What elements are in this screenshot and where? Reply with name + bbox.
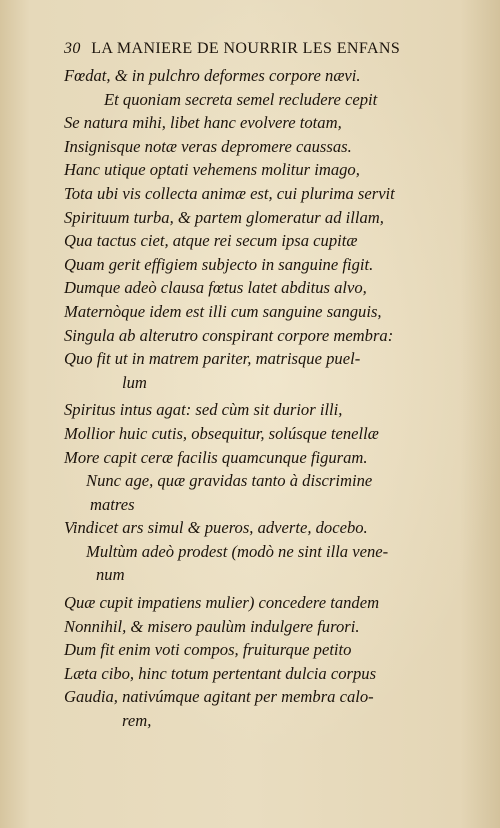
text-line: Dumque adeò clausa fœtus latet abditus alvo, <box>64 278 367 298</box>
text-line: Fœdat, & in pulchro deformes corpore nævi. <box>64 66 361 85</box>
verse-text <box>64 64 456 733</box>
text-line-continuation: matres <box>90 494 135 514</box>
text-line: Maternòque idem est illi cum sanguine sanguis, <box>64 301 382 321</box>
text-line: Spiritus intus agat: sed cùm sit durior illi, <box>64 400 343 420</box>
text-line: Tota ubi vis collecta animæ est, cui plurima servit <box>64 183 395 203</box>
text-line: Singula ab alterutro conspirant corpore membra: <box>64 325 394 345</box>
running-header <box>64 40 454 58</box>
text-line: Vindicet ars simul & pueros, adverte, docebo. <box>64 518 368 538</box>
text-line: Nonnihil, & misero paulùm indulgere furori. <box>64 616 360 636</box>
text-line: Insignisque notæ veras depromere caussas. <box>64 136 352 156</box>
text-line: Quæ cupit impatiens mulier) concedere tandem <box>64 593 380 613</box>
text-line: Quam gerit effigiem subjecto in sanguine figit. <box>64 254 374 274</box>
text-line-continuation: rem, <box>122 711 152 731</box>
running-title: LA MANIERE DE NOURRIR LES ENFANS <box>91 40 401 57</box>
text-line: Quo fit ut in matrem pariter, matrisque puel- <box>64 349 361 369</box>
text-line: Qua tactus ciet, atque rei secum ipsa cupitæ <box>64 231 358 251</box>
text-line: Læta cibo, hinc totum pertentant dulcia corpus <box>64 663 377 683</box>
text-line: Nunc age, quæ gravidas tanto à discrimine <box>86 471 373 491</box>
text-line: Multùm adeò prodest (modò ne sint illa vene- <box>86 541 389 561</box>
text-line: Se natura mihi, libet hanc evolvere totam, <box>64 113 342 133</box>
text-line: More capit ceræ facilis quamcunque figuram. <box>64 447 368 467</box>
text-line: Mollior huic cutis, obsequitur, solúsque tenellæ <box>64 423 379 443</box>
text-line-continuation: lum <box>122 372 147 392</box>
text-line: Gaudia, nativúmque agitant per membra calo- <box>64 687 374 707</box>
text-line: Spirituum turba, & partem glomeratur ad illam, <box>64 207 384 227</box>
text-line-continuation: num <box>96 565 125 585</box>
text-line: Et quoniam secreta semel recludere cepit <box>104 89 378 109</box>
text-line: Hanc utique optati vehemens molitur imago, <box>64 160 360 180</box>
page-number: 30 <box>64 40 81 57</box>
text-line: Dum fit enim voti compos, fruiturque petito <box>64 640 352 660</box>
